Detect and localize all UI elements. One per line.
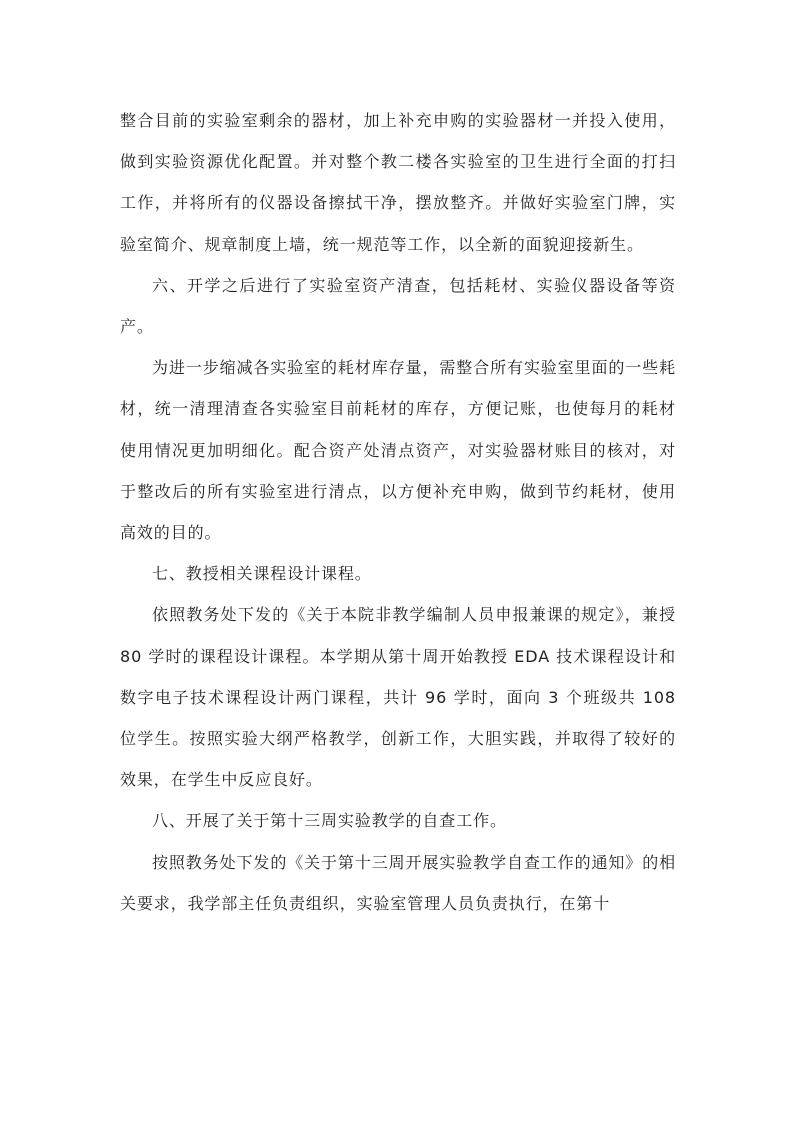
paragraph-equipment-consolidation: 整合目前的实验室剩余的器材，加上补充申购的实验器材一并投入使用，做到实验资源优化配置。并对整个教二楼各实验室的卫生进行全面的打扫工作，并将所有的仪器设备擦拭干净，摆放整齐。并做好实验室门牌，实验室简介、规章制度上墙，统一规范等工作，以全新的面貌迎接新生。 (120, 111, 676, 254)
paragraph-self-inspection: 按照教务处下发的《关于第十三周开展实验教学自查工作的通知》的相关要求，我学部主任负责组织，实验室管理人员负责执行，在第十 (120, 852, 676, 913)
paragraph-section-seven-heading: 七、教授相关课程设计课程。 (152, 564, 372, 584)
document-body (120, 100, 676, 924)
paragraph-course-design-teaching: 依照教务处下发的《关于本院非教学编制人员申报兼课的规定》，兼授 80 学时的课程设计课程。本学期从第十周开始教授 EDA 技术课程设计和数字电子技术课程设计两门课程，共计 96 学时，面向 3 个班级共 108 位学生。按照实验大纲严格教学，创新工作，大胆实践，并取得了较好的效果，在学生中反应良好。 (120, 605, 676, 790)
paragraph-section-eight-heading: 八、开展了关于第十三周实验教学的自查工作。 (152, 811, 507, 831)
paragraph-consumables-inventory: 为进一步缩减各实验室的耗材库存量，需整合所有实验室里面的一些耗材，统一清理清查各实验室目前耗材的库存，方便记账，也使每月的耗材使用情况更加明细化。配合资产处清点资产，对实验器材账目的核对，对于整改后的所有实验室进行清点，以方便补充申购，做到节约耗材，使用高效的目的。 (120, 358, 676, 543)
paragraph-section-six-heading: 六、开学之后进行了实验室资产清查，包括耗材、实验仪器设备等资产。 (120, 275, 676, 337)
